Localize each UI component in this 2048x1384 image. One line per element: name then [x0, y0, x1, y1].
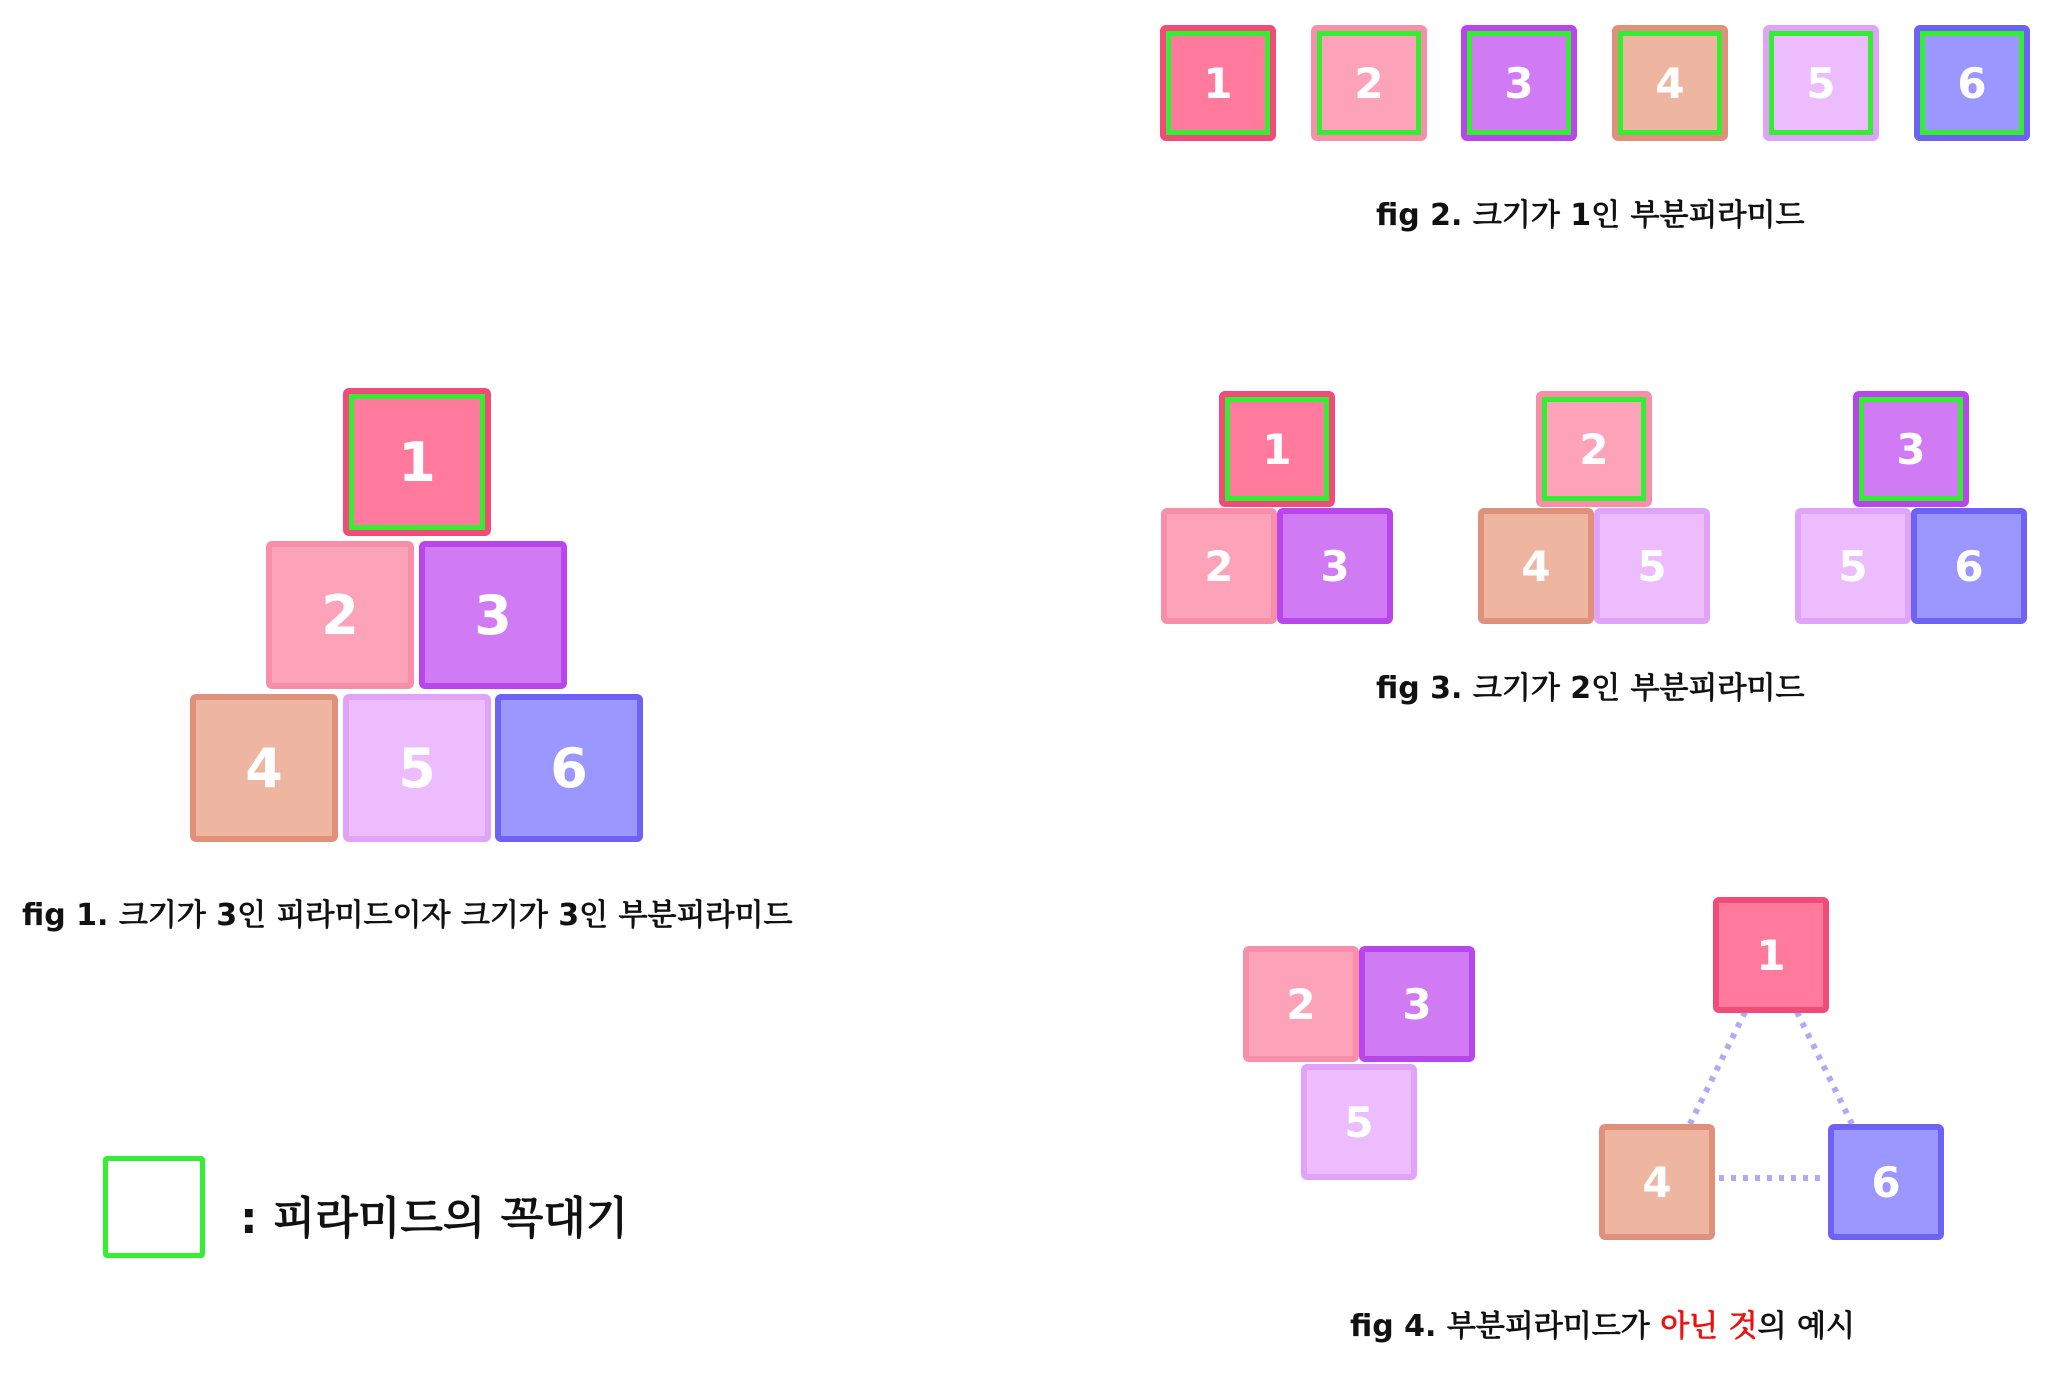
fig3-g2-right: 5 — [1594, 508, 1710, 624]
fig1-block-1: 1 — [343, 388, 491, 536]
fig3-g1-right: 3 — [1277, 508, 1393, 624]
fig4-edge-1-4 — [1690, 1012, 1745, 1124]
fig4-left-block-5: 5 — [1301, 1064, 1417, 1180]
legend-apex-swatch — [103, 1156, 205, 1258]
fig3-g2-left: 4 — [1478, 508, 1594, 624]
fig2-block-2: 2 — [1311, 25, 1427, 141]
fig2-block-5: 5 — [1763, 25, 1879, 141]
fig4-caption-main: fig 4. 부분피라미드가 — [1350, 1309, 1661, 1344]
fig4-caption-highlight: 아닌 것 — [1660, 1309, 1758, 1344]
fig4-left-block-2: 2 — [1243, 946, 1359, 1062]
fig1-block-6: 6 — [495, 694, 643, 842]
fig1-block-3: 3 — [419, 541, 567, 689]
fig3-g2-apex: 2 — [1536, 391, 1652, 507]
fig4-left-block-3: 3 — [1359, 946, 1475, 1062]
fig4-right-block-4: 4 — [1599, 1124, 1715, 1240]
fig2-block-6: 6 — [1914, 25, 2030, 141]
fig3-g1-apex: 1 — [1219, 391, 1335, 507]
fig4-right-block-1: 1 — [1713, 897, 1829, 1013]
fig4-edge-1-6 — [1797, 1012, 1852, 1124]
legend-text: : 피라미드의 꼭대기 — [240, 1193, 629, 1244]
fig4-caption — [1350, 1301, 1855, 1345]
fig3-g3-apex: 3 — [1853, 391, 1969, 507]
fig3-g1-left: 2 — [1161, 508, 1277, 624]
fig2-block-4: 4 — [1612, 25, 1728, 141]
fig1-caption: fig 1. 크기가 3인 피라미드이자 크기가 3인 부분피라미드 — [22, 898, 793, 933]
fig1-block-2: 2 — [266, 541, 414, 689]
fig4-right-block-6: 6 — [1828, 1124, 1944, 1240]
fig4-caption-tail: 의 예시 — [1757, 1309, 1855, 1344]
fig2-block-1: 1 — [1160, 25, 1276, 141]
fig1-block-4: 4 — [190, 694, 338, 842]
fig2-block-3: 3 — [1461, 25, 1577, 141]
fig3-g3-left: 5 — [1795, 508, 1911, 624]
fig1-block-5: 5 — [343, 694, 491, 842]
fig3-g3-right: 6 — [1911, 508, 2027, 624]
fig2-caption: fig 2. 크기가 1인 부분피라미드 — [1376, 198, 1805, 233]
fig3-caption: fig 3. 크기가 2인 부분피라미드 — [1376, 671, 1805, 706]
